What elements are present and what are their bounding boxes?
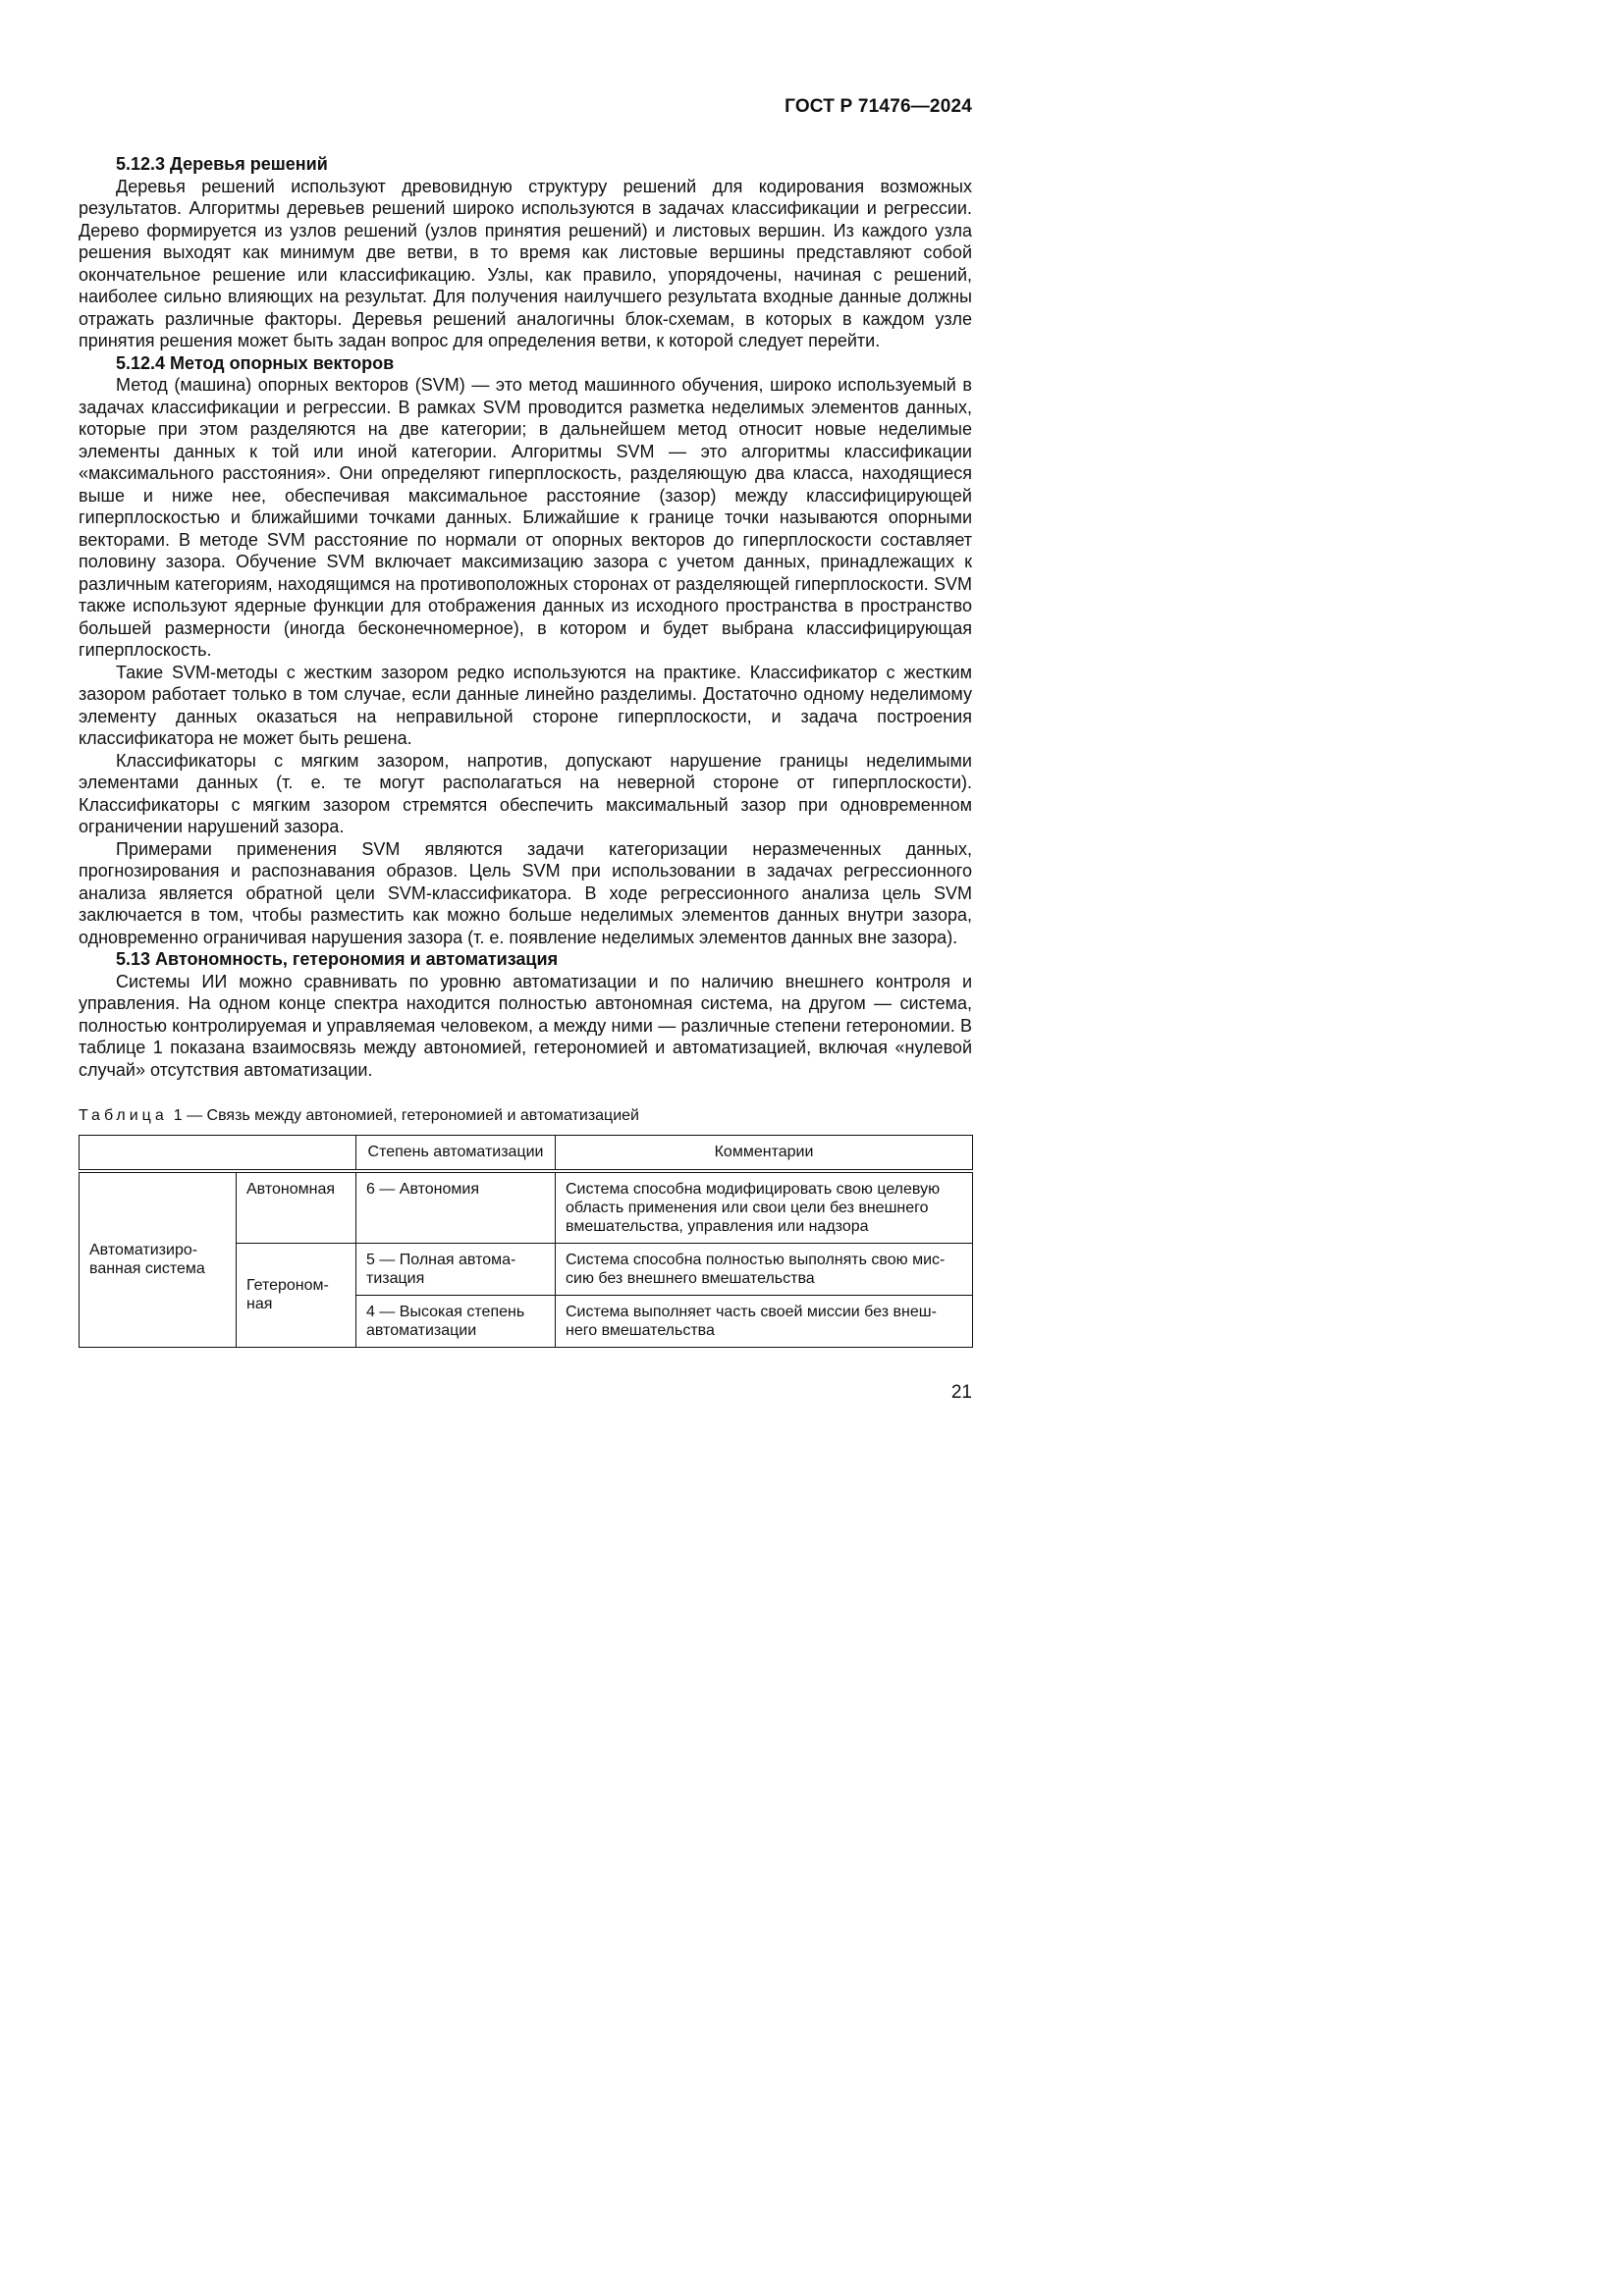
paragraph: Такие SVM-методы с жестким зазором редко используются на практике. Классификатор с жестким зазором работает только в том случае, если данные линейно разделимы. Достаточно одному неделимому элементу данных оказаться на неправильной стороне гиперплоскости, и задача построения классификатора не может быть решена. [79, 662, 972, 748]
cell-autonomy-type: Автономная [237, 1171, 356, 1244]
cell-automation-level: 6 — Автономия [356, 1171, 556, 1244]
cell-autonomy-type: Гетерономная [237, 1243, 356, 1347]
table-row [80, 1171, 973, 1244]
cell-comment: Система выполняет часть своей миссии без внешнего вмешательства [556, 1295, 973, 1347]
cell-comment: Система способна полностью выполнять свою миссию без внешнего вмешательства [556, 1243, 973, 1295]
page-number: 21 [950, 1382, 972, 1403]
cell-comment: Система способна модифицировать свою целевую область применения или свои цели без внешнего вмешательства, управления или надзора [556, 1171, 973, 1244]
table-header-automation-level: Степень автоматизации [356, 1136, 556, 1171]
cell-system-type: Автоматизированная система [80, 1171, 237, 1348]
section-heading-5-12-4: 5.12.4 Метод опорных векторов [116, 352, 395, 373]
table-caption-label: Таблица [79, 1107, 168, 1124]
cell-automation-level: 4 — Высокая степень автоматизации [356, 1295, 556, 1347]
document-number-header: ГОСТ Р 71476—2024 [785, 96, 972, 117]
paragraph: Классификаторы с мягким зазором, напротив, допускают нарушение границы неделимыми элементами данных (т. е. те могут располагаться на неверной стороне от гиперплоскости). Классификаторы с мягким зазором стремятся обеспечить максимальный зазор при одновременном ограничении нарушений зазора. [79, 750, 972, 836]
table-caption-text: 1 — Связь между автономией, гетерономией и автоматизацией [173, 1107, 639, 1124]
table-caption [79, 1106, 972, 1126]
cell-automation-level: 5 — Полная автоматизация [356, 1243, 556, 1295]
automation-table [79, 1135, 973, 1348]
paragraph: Деревья решений используют древовидную структуру решений для кодирования возможных результатов. Алгоритмы деревьев решений широко используются в задачах классификации и регрессии. Дерево формируется из узлов решений (узлов принятия решений) и листовых вершин. Из каждого узла решения выходят как минимум две ветви, в то время как листовые вершины представляют собой окончательное решение или классификацию. Узлы, как правило, упорядочены, начиная с решений, наиболее сильно влияющих на результат. Для получения наилучшего результата входные данные должны отражать различные факторы. Деревья решений аналогичны блок-схемам, в которых в каждом узле принятия решения может быть задан вопрос для определения ветви, к которой следует перейти. [79, 176, 972, 350]
table-header-row [80, 1136, 973, 1171]
body-text [79, 153, 972, 1081]
table-header-comments: Комментарии [556, 1136, 973, 1171]
section-heading-5-13: 5.13 Автономность, гетерономия и автоматизация [116, 949, 559, 969]
section-heading-5-12-3: 5.12.3 Деревья решений [116, 154, 328, 174]
paragraph: Примерами применения SVM являются задачи категоризации неразмеченных данных, прогнозирования и распознавания образов. Цель SVM при использовании в задачах регрессионного анализа является обратной цели SVM-классификатора. В ходе регрессионного анализа цель SVM заключается в том, чтобы разместить как можно больше неделимых элементов данных внутри зазора, одновременно ограничивая нарушения зазора (т. е. появление неделимых элементов данных вне зазора). [79, 838, 972, 947]
table-header-empty-cell [80, 1136, 356, 1171]
paragraph: Системы ИИ можно сравнивать по уровню автоматизации и по наличию внешнего контроля и управления. На одном конце спектра находится полностью автономная система, на другом — система, полностью контролируемая и управляемая человеком, а между ними — различные степени гетерономии. В таблице 1 показана взаимосвязь между автономией, гетерономией и автоматизацией, включая «нулевой случай» отсутствия автоматизации. [79, 971, 972, 1080]
page-content [79, 96, 972, 1348]
paragraph: Метод (машина) опорных векторов (SVM) — это метод машинного обучения, широко используемый в задачах классификации и регрессии. В рамках SVM проводится разметка неделимых элементов данных, которые при этом разделяются на две категории; в дальнейшем метод относит новые неделимые элементы данных к той или иной категории. Алгоритмы SVM — это алгоритмы классификации «максимального расстояния». Они определяют гиперплоскость, разделяющую два класса, находящиеся выше и ниже нее, обеспечивая максимальное расстояние (зазор) между классифицирующей гиперплоскостью и ближайшими точками данных. Ближайшие к границе точки называются опорными векторами. В методе SVM расстояние по нормали от опорных векторов до гиперплоскости составляет половину зазора. Обучение SVM включает максимизацию зазора с учетом данных, принадлежащих к различным категориям, находящимся на противоположных сторонах от разделяющей гиперплоскости. SVM также используют ядерные функции для отображения данных из исходного пространства в пространство большей размерности (иногда бесконечномерное), в котором и будет выбрана классифицирующая гиперплоскость. [79, 375, 972, 660]
